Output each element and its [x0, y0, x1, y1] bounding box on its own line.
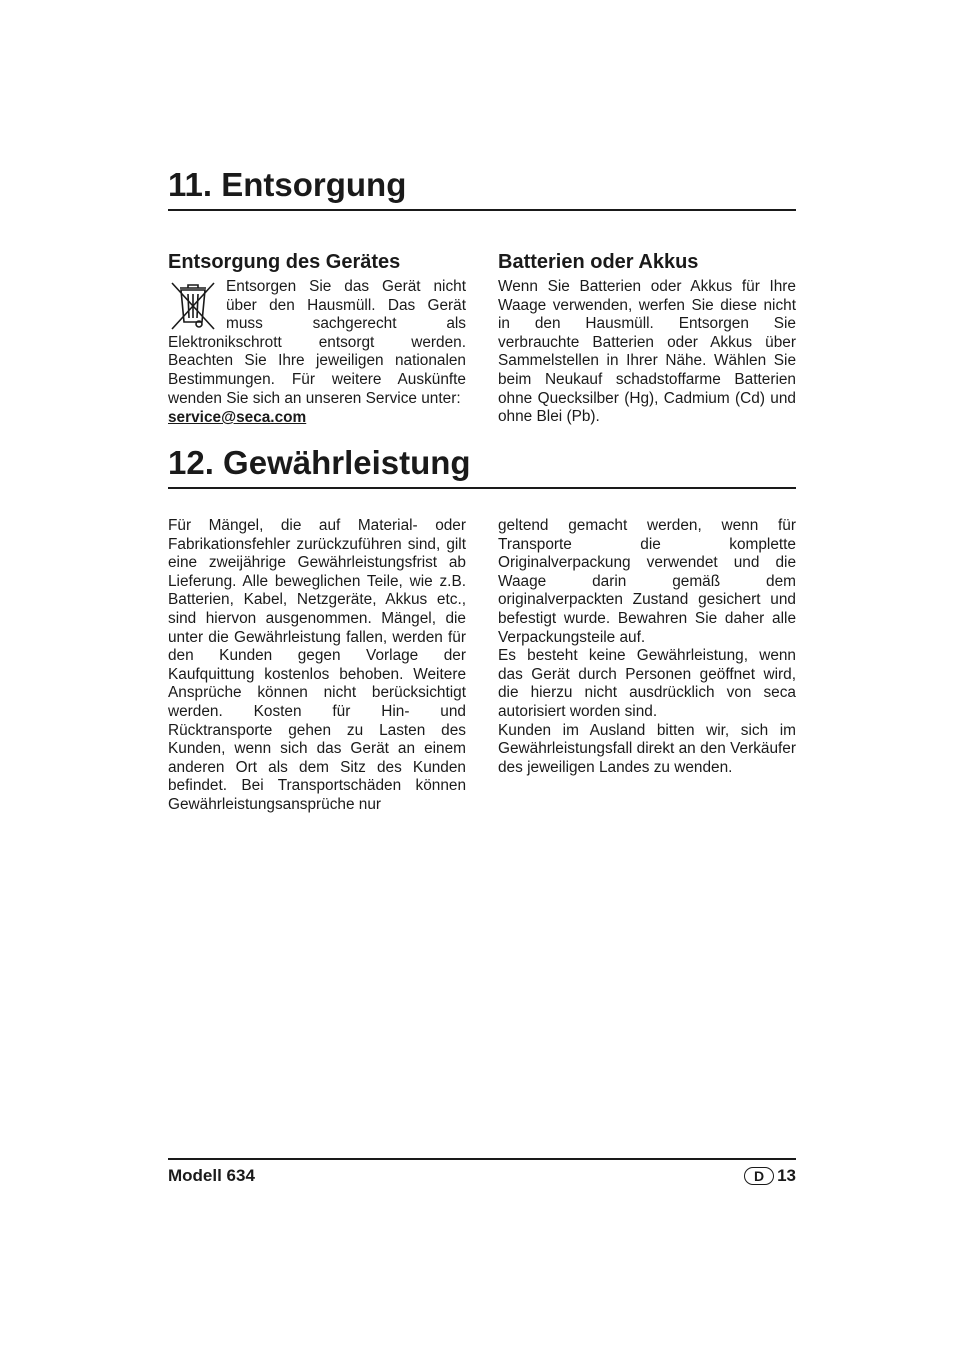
device-disposal-column — [168, 250, 466, 428]
device-disposal-text: Entsorgen Sie das Gerät nicht über den Hausmüll. Das Gerät muss sachgerecht als Elektronikschrott entsorgt werden. Beachten Sie Ihre jeweiligen nationalen Bestimmungen. Für weitere Auskünfte wenden Sie sich an unseren Service unter: — [168, 278, 466, 407]
battery-disposal-column — [498, 250, 796, 427]
warranty-paragraph: geltend gemacht werden, wenn für Transporte die komplette Originalverpackung verwendet und die Waage darin gemäß dem originalverpackten Zustand gesichert und befestigt wurde. Bewahren Sie daher alle Verpackungsteile auf. — [498, 517, 796, 646]
language-badge: D — [744, 1167, 774, 1185]
footer-model: Modell 634 — [168, 1166, 255, 1185]
footer-divider — [168, 1158, 796, 1160]
footer-page-info — [742, 1165, 796, 1187]
device-disposal-heading: Entsorgung des Gerätes — [168, 251, 401, 273]
warranty-paragraph: Kunden im Ausland bitten wir, sich im Gewährleistungsfall direkt an den Verkäufer des jeweiligen Landes zu wenden. — [498, 721, 796, 776]
page-number: 13 — [777, 1166, 796, 1185]
section-12-title: 12. Gewährleistung — [168, 443, 796, 489]
warranty-text-left: Für Mängel, die auf Material- oder Fabrikationsfehler zurückzuführen sind, gilt eine zweijährige Gewährleistungsfrist ab Lieferung. Alle beweglichen Teile, wie z.B. Batterien, Kabel, Netzgeräte, Akkus etc., sind hiervon ausgenommen. Mängel, die unter die Gewährleistung fallen, werden für den Kunden gegen Vorlage der Kaufquittung kostenlos behoben. Weitere Ansprüche können nicht berücksichtigt werden. Kosten für Hin- und Rücktransporte gehen zu Lasten des Kunden, wenn sich das Gerät an einem anderen Ort als dem Sitz des Kunden befindet. Bei Transportschäden können Gewährleistungsansprüche nur — [168, 517, 466, 813]
crossed-out-wheelie-bin-icon — [168, 280, 218, 332]
battery-disposal-text: Wenn Sie Batterien oder Akkus für Ihre Waage verwenden, werfen Sie diese nicht in den Hausmüll. Entsorgen Sie verbrauchte Batterien oder Akkus über Sammelstellen in Ihrer Nähe. Wählen Sie beim Neukauf schadstoffarme Batterien ohne Quecksilber (Hg), Cadmium (Cd) und ohne Blei (Pb). — [498, 278, 796, 426]
warranty-paragraph: Es besteht keine Gewährleistung, wenn das Gerät durch Personen geöffnet wird, die hierzu nicht ausdrücklich von seca autorisiert worden sind. — [498, 647, 796, 720]
section-11-title: 11. Entsorgung — [168, 165, 796, 211]
battery-disposal-heading: Batterien oder Akkus — [498, 251, 699, 273]
warranty-left-column — [168, 517, 466, 815]
warranty-right-column — [498, 517, 796, 777]
service-email-link[interactable]: service@seca.com — [168, 409, 307, 427]
